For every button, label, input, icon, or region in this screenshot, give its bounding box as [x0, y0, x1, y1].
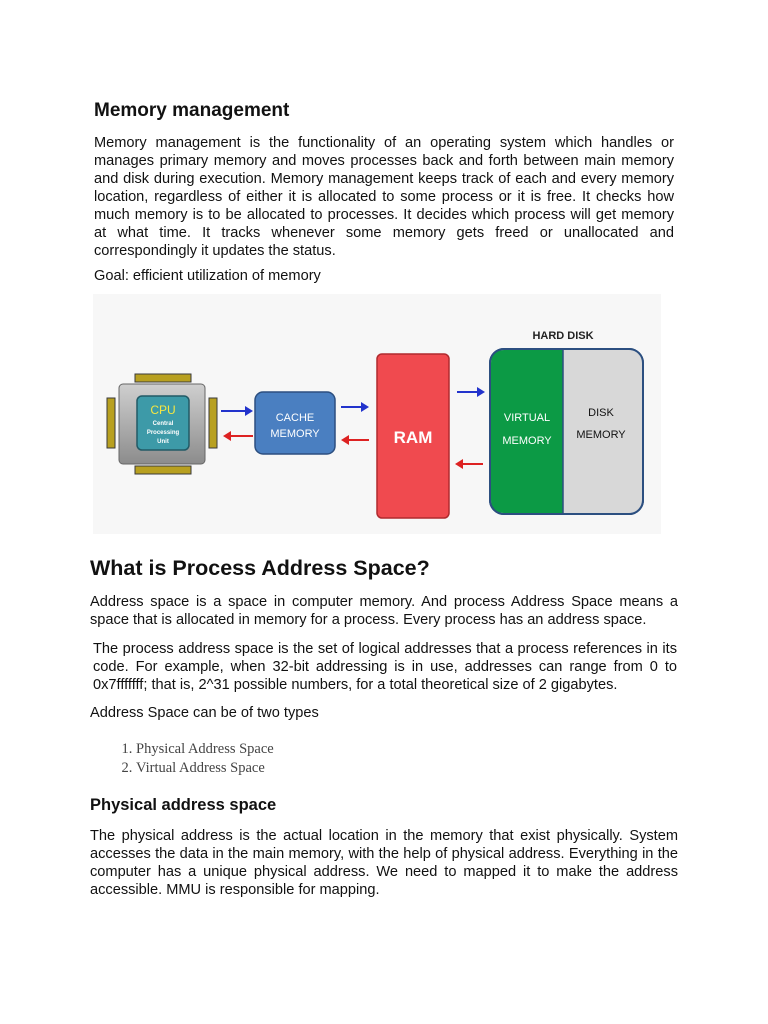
virtual-line2: MEMORY	[502, 435, 552, 447]
address-space-types-intro: Address Space can be of two types	[90, 705, 319, 721]
physical-address-paragraph: The physical address is the actual location in the memory that exist physically. System accesses the data in the main memory, with the help of physical address. Everything in the computer has a unique physical address. We need to mapped it to make the address accessible. MMU is responsible for mapping.	[90, 828, 678, 898]
cpu-sub-line1: Central	[152, 421, 174, 427]
address-space-paragraph: Address space is a space in computer memory. And process Address Space means a space that is allocated in memory for a process. Every process has an address space.	[90, 594, 678, 628]
arrow-ram-to-virtual	[457, 387, 485, 397]
process-address-space-paragraph: The process address space is the set of logical addresses that a process references in its code. For example, when 32-bit addressing is in use, addresses can range from 0 to 0x7fffffff; that is, 2^31 possible numbers, for a total theoretical size of 2 gigabytes.	[93, 641, 677, 693]
virtual-memory-box	[491, 350, 563, 513]
cache-line1: CACHE	[275, 412, 315, 424]
cpu-sub-line3: Unit	[157, 439, 169, 445]
cpu-pins-top	[135, 374, 191, 382]
memory-hierarchy-diagram	[93, 294, 661, 534]
arrow-virtual-to-ram	[455, 459, 483, 469]
memory-management-paragraph: Memory management is the functionality of an operating system which handles or manages primary memory and moves processes back and forth between main memory and disk during execution. Memory management keeps track of each and every memory location, regardless of either it is allocated to some process or it is free. It checks how much memory is to be allocated to processes. It decides which process will get memory at what time. It tracks whenever some memory gets freed or unallocated and correspondingly it updates the status.	[94, 135, 674, 259]
virtual-line1: VIRTUAL	[503, 412, 551, 424]
cpu-pins-right	[209, 398, 217, 448]
memory-hierarchy-svg	[93, 294, 661, 534]
section-heading-memory-management: Memory management	[94, 100, 290, 121]
section-heading-process-address-space: What is Process Address Space?	[90, 556, 430, 580]
disk-line1: DISK	[588, 407, 614, 419]
cache-line2: MEMORY	[270, 428, 320, 440]
section-heading-physical-address-space: Physical address space	[90, 796, 277, 814]
cpu-sub-line2: Processing	[146, 430, 180, 436]
arrow-cpu-to-cache	[221, 406, 253, 416]
arrow-ram-to-cache	[341, 435, 369, 445]
list-item: 2. Virtual Address Space	[136, 759, 274, 778]
hard-disk-label: HARD DISK	[532, 330, 594, 342]
cpu-pins-left	[107, 398, 115, 448]
ram-label: RAM	[393, 428, 433, 447]
arrow-cache-to-ram	[341, 402, 369, 412]
disk-line2: MEMORY	[576, 429, 626, 441]
address-space-types-list	[112, 740, 274, 778]
list-item: 1. Physical Address Space	[136, 740, 274, 759]
arrow-cache-to-cpu	[223, 431, 253, 441]
cpu-label: CPU	[150, 403, 176, 417]
cpu-pins-bottom	[135, 466, 191, 474]
goal-text: Goal: efficient utilization of memory	[94, 268, 321, 284]
